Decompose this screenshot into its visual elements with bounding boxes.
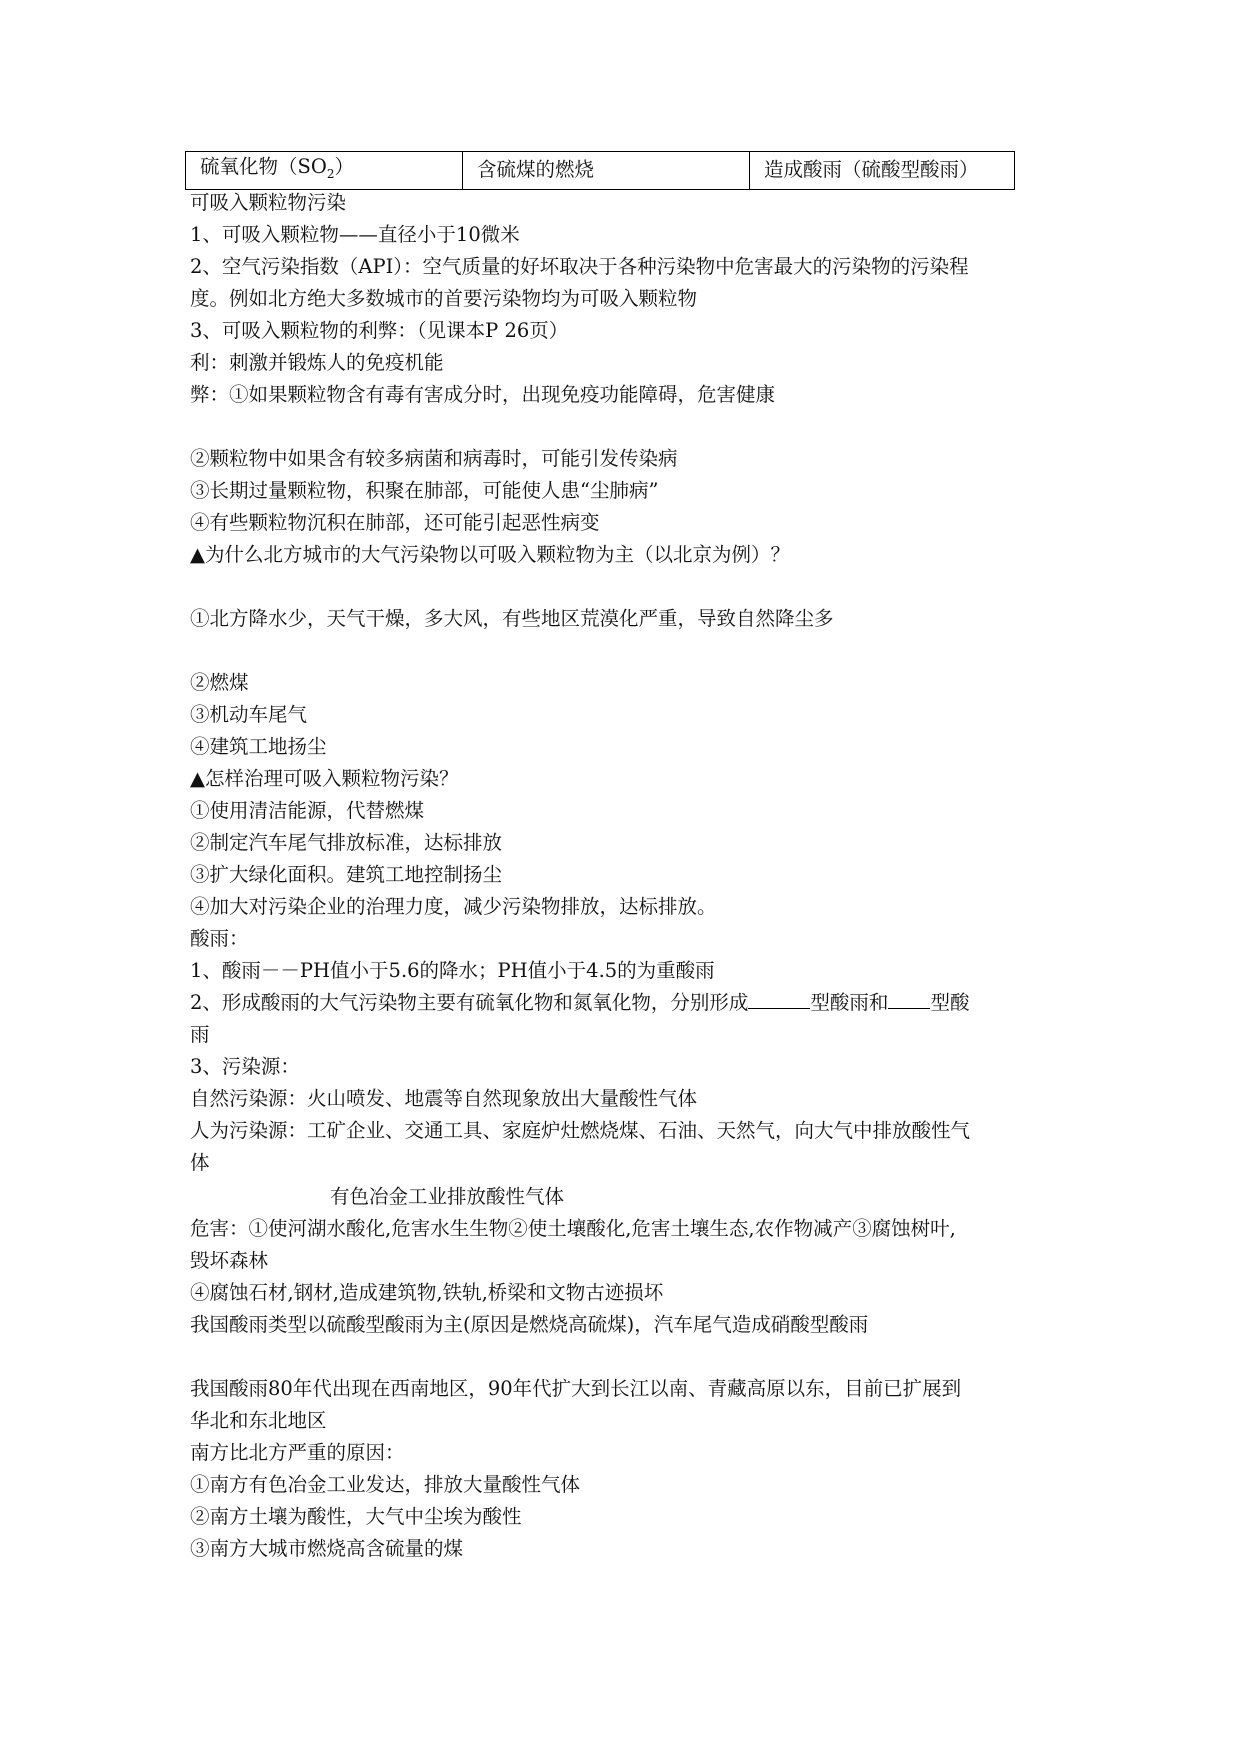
indented-text-line: 有色冶金工业排放酸性气体 [330,1185,565,1208]
answer-blank-2 [888,990,930,1009]
text-line: 毁坏森林 [190,1249,269,1272]
text-line: ①北方降水少，天气干燥，多大风，有些地区荒漠化严重，导致自然降尘多 [190,607,834,630]
text-line: 度。例如北方绝大多数城市的首要污染物均为可吸入颗粒物 [190,287,698,310]
text-line: 体 [190,1151,210,1174]
text-line: ③机动车尾气 [190,703,308,726]
table-cell-pollutant: 硫氧化物$(SO_2)$ [186,152,463,190]
question-heading: ▲怎样治理可吸入颗粒物污染？ [190,767,459,790]
text-line: ②南方土壤为酸性，大气中尘埃为酸性 [190,1505,522,1528]
text-line: 1、可吸入颗粒物——直径小于10微米 [190,223,520,246]
text-line: ④腐蚀石材,钢材,造成建筑物,铁轨,桥梁和文物古迹损坏 [190,1281,664,1304]
text-line: ④有些颗粒物沉积在肺部，还可能引起恶性病变 [190,511,600,534]
text-line: ②制定汽车尾气排放标准，达标排放 [190,831,503,854]
text-line: 华北和东北地区 [190,1409,327,1432]
text-line: 1、酸雨－－PH值小于5.6的降水；PH值小于4.5的为重酸雨 [190,959,715,982]
table-cell-source: 含硫煤的燃烧 [463,152,750,190]
answer-blank-1 [748,990,810,1009]
text-line: ②颗粒物中如果含有较多病菌和病毒时，可能引发传染病 [190,447,678,470]
text-line: ④建筑工地扬尘 [190,735,327,758]
text-line: 3、污染源： [190,1055,300,1078]
text-line: 3、可吸入颗粒物的利弊：（见课本P 26页） [190,319,569,342]
text-line: ③长期过量颗粒物，积聚在肺部，可能使人患“尘肺病” [190,479,659,502]
table-cell-effect: 造成酸雨（硫酸型酸雨） [750,152,1015,190]
text-line: ③扩大绿化面积。建筑工地控制扬尘 [190,863,503,886]
text-line: ①南方有色冶金工业发达，排放大量酸性气体 [190,1473,581,1496]
text-line: 弊：①如果颗粒物含有毒有害成分时，出现免疫功能障碍，危害健康 [190,383,776,406]
text-line: 雨 [190,1023,210,1046]
text-line: 利：刺激并锻炼人的免疫机能 [190,351,444,374]
text-line: 南方比北方严重的原因： [190,1441,405,1464]
text-line: 2、空气污染指数（API）：空气质量的好坏取决于各种污染物中危害最大的污染物的污染程 [190,255,969,278]
text-line: 自然污染源：火山喷发、地震等自然现象放出大量酸性气体 [190,1087,698,1110]
text-line: ③南方大城市燃烧高含硫量的煤 [190,1537,464,1560]
section-heading-acid-rain: 酸雨： [190,927,249,950]
table-row [186,152,1015,190]
fill-blank-line: 2、形成酸雨的大气污染物主要有硫氧化物和氮氧化物，分别形成 型酸雨和 型酸 [190,991,970,1014]
text-line: ②燃煤 [190,671,249,694]
question-heading: ▲为什么北方城市的大气污染物以可吸入颗粒物为主（以北京为例）？ [190,543,790,566]
text-line: 人为污染源：工矿企业、交通工具、家庭炉灶燃烧煤、石油、天然气，向大气中排放酸性气 [190,1119,971,1142]
text-line: 我国酸雨80年代出现在西南地区，90年代扩大到长江以南、青藏高原以东，目前已扩展到 [190,1377,962,1400]
text-line: 危害：①使河湖水酸化,危害水生生物②使土壤酸化,危害土壤生态,农作物减产③腐蚀树叶, [190,1217,956,1240]
text-line: ④加大对污染企业的治理力度，减少污染物排放，达标排放。 [190,895,717,918]
text-line: ①使用清洁能源，代替燃煤 [190,799,425,822]
section-heading-particulates: 可吸入颗粒物污染 [190,191,347,214]
text-line: 我国酸雨类型以硫酸型酸雨为主(原因是燃烧高硫煤)，汽车尾气造成硝酸型酸雨 [190,1313,869,1336]
pollutant-table [185,151,1015,190]
